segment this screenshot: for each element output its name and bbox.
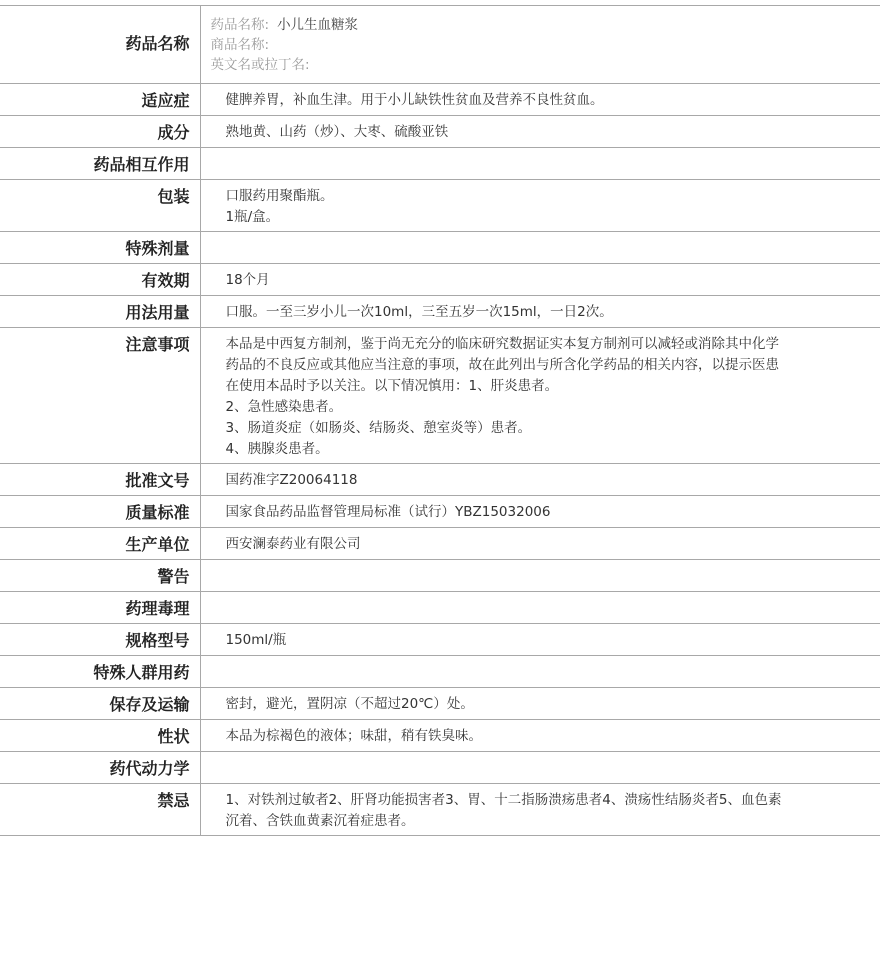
label-packaging: 包装 (0, 180, 200, 232)
value-appearance: 本品为棕褐色的液体；味甜，稍有铁臭味。 (200, 720, 880, 752)
english-name-key: 英文名或拉丁名: (210, 57, 310, 73)
row-special-dosage (0, 232, 880, 264)
label-ingredients: 成分 (0, 116, 200, 148)
trade-name-key: 商品名称: (210, 37, 270, 53)
drug-name-line (211, 15, 791, 35)
value-warning (200, 560, 880, 592)
precautions-line-3: 3、肠道炎症（如肠炎、结肠炎、憩室炎等）患者。 (225, 420, 532, 436)
drug-name-key: 药品名称: (210, 17, 270, 33)
row-pharmacology (0, 592, 880, 624)
label-storage: 保存及运输 (0, 688, 200, 720)
label-contraindications: 禁忌 (0, 784, 200, 836)
label-pharmacology: 药理毒理 (0, 592, 200, 624)
label-interactions: 药品相互作用 (0, 148, 200, 180)
row-indication (0, 84, 880, 116)
row-contraindications (0, 784, 880, 836)
value-usage: 口服。一至三岁小儿一次10ml，三至五岁一次15ml，一日2次。 (200, 296, 880, 328)
row-warning (0, 560, 880, 592)
value-pharmacokinetics (200, 752, 880, 784)
value-packaging (200, 180, 880, 232)
label-usage: 用法用量 (0, 296, 200, 328)
value-approval: 国药准字Z20064118 (200, 464, 880, 496)
row-packaging (0, 180, 880, 232)
value-pharmacology (200, 592, 880, 624)
row-approval (0, 464, 880, 496)
drug-name-value: 小儿生血糖浆 (277, 17, 359, 33)
label-appearance: 性状 (0, 720, 200, 752)
label-special-dosage: 特殊剂量 (0, 232, 200, 264)
label-pharmacokinetics: 药代动力学 (0, 752, 200, 784)
row-precautions (0, 328, 880, 464)
row-pharmacokinetics (0, 752, 880, 784)
label-special-groups: 特殊人群用药 (0, 656, 200, 688)
value-special-dosage (200, 232, 880, 264)
label-spec: 规格型号 (0, 624, 200, 656)
value-contraindications: 1、对铁剂过敏者2、肝肾功能损害者3、胃、十二指肠溃疡患者4、溃疡性结肠炎者5、血色素沉着、含铁血黄素沉着症患者。 (200, 784, 880, 836)
label-manufacturer: 生产单位 (0, 528, 200, 560)
label-indication: 适应症 (0, 84, 200, 116)
row-usage (0, 296, 880, 328)
precautions-line-4: 4、胰腺炎患者。 (225, 441, 329, 457)
drug-info-table (0, 5, 880, 836)
row-ingredients (0, 116, 880, 148)
label-approval: 批准文号 (0, 464, 200, 496)
row-names (0, 6, 880, 84)
row-special-groups (0, 656, 880, 688)
packaging-line-1: 口服药用聚酯瓶。 (225, 188, 334, 204)
row-validity (0, 264, 880, 296)
packaging-line-2: 1瓶/盒。 (225, 209, 280, 225)
value-indication: 健脾养胃，补血生津。用于小儿缺铁性贫血及营养不良性贫血。 (200, 84, 880, 116)
row-appearance (0, 720, 880, 752)
precautions-paragraph-1: 本品是中西复方制剂，鉴于尚无充分的临床研究数据证实本复方制剂可以减轻或消除其中化学药品的不良反应或其他应当注意的事项，故在此列出与所含化学药品的相关内容，以提示医患在使用本品时予以关注。以下情况慎用：1、肝炎患者。 (225, 336, 779, 394)
label-drug-name: 药品名称 (0, 6, 200, 84)
row-spec (0, 624, 880, 656)
row-manufacturer (0, 528, 880, 560)
label-validity: 有效期 (0, 264, 200, 296)
row-standard (0, 496, 880, 528)
value-precautions (200, 328, 880, 464)
precautions-line-2: 2、急性感染患者。 (225, 399, 343, 415)
value-special-groups (200, 656, 880, 688)
value-storage: 密封，避光，置阴凉（不超过20℃）处。 (200, 688, 880, 720)
value-spec: 150ml/瓶 (200, 624, 880, 656)
value-standard: 国家食品药品监督管理局标准（试行）YBZ15032006 (200, 496, 880, 528)
label-standard: 质量标准 (0, 496, 200, 528)
row-storage (0, 688, 880, 720)
value-manufacturer: 西安澜泰药业有限公司 (200, 528, 880, 560)
label-precautions: 注意事项 (0, 328, 200, 464)
value-interactions (200, 148, 880, 180)
value-names (200, 6, 880, 84)
label-warning: 警告 (0, 560, 200, 592)
value-ingredients: 熟地黄、山药（炒）、大枣、硫酸亚铁 (200, 116, 880, 148)
value-validity: 18个月 (200, 264, 880, 296)
row-interactions (0, 148, 880, 180)
